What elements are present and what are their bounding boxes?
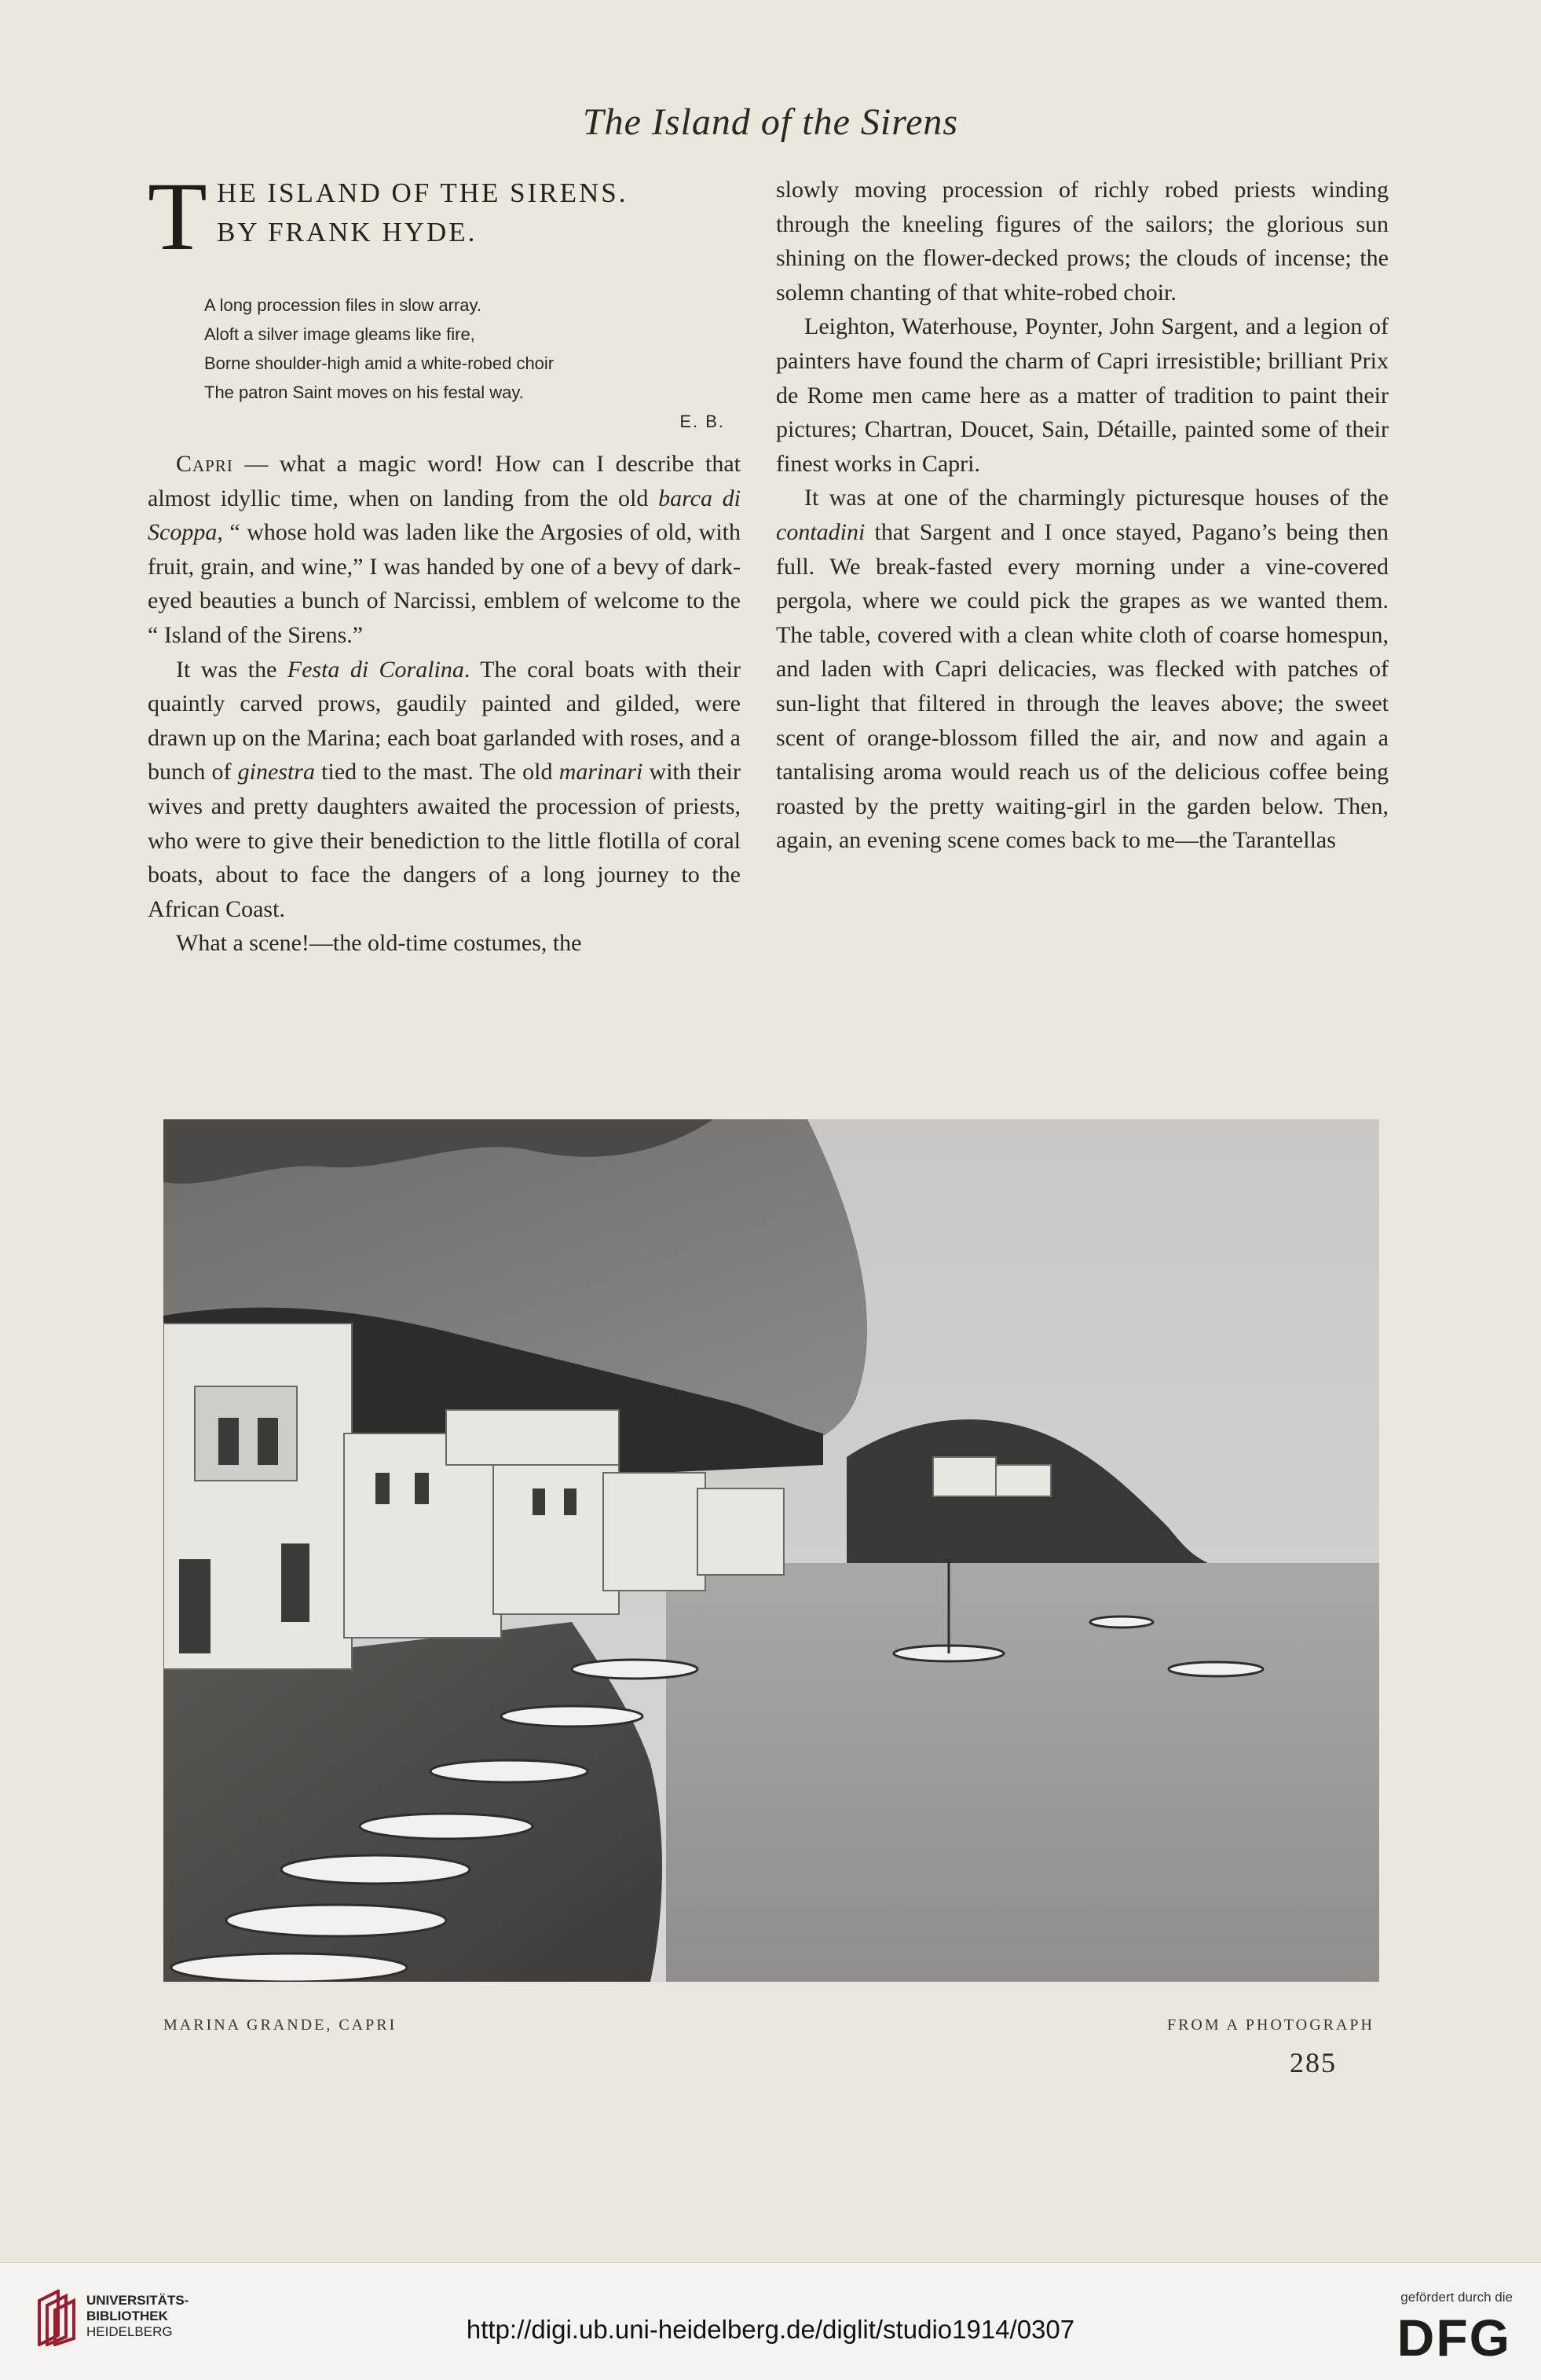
running-title: The Island of the Sirens	[582, 101, 959, 143]
paragraph: What a scene!—the old-time costumes, the	[176, 930, 582, 957]
funding-note: gefördert durch die	[1400, 2290, 1513, 2305]
poem-line: Aloft a silver image gleams like fire,	[204, 324, 475, 344]
italic-run: ginestra	[237, 759, 315, 785]
library-name-line: BIBLIOTHEK	[86, 2309, 168, 2323]
text-run: It was at one of the charmingly picturesque houses of the	[804, 485, 1389, 511]
article-heading	[148, 163, 741, 280]
poem-line: The patron Saint moves on his festal way.	[204, 383, 524, 402]
permalink-url[interactable]: http://digi.ub.uni-heidelberg.de/diglit/studio1914/0307	[466, 2315, 1075, 2344]
photo-illustration	[163, 1119, 1379, 1982]
italic-run: marinari	[558, 759, 643, 785]
photo-caption: MARINA GRANDE, CAPRI	[163, 2016, 397, 2034]
left-column	[148, 163, 741, 961]
italic-run: barca di Scoppa	[148, 485, 741, 546]
paragraph	[148, 447, 741, 653]
paragraph	[148, 653, 741, 927]
paragraph: slowly moving procession of richly robed priests winding through the kneeling figures of the sailors; the glorious sun shining on the flower-decked prows; the clouds of incense; the solemn chanting of that white-robed choir.	[776, 177, 1389, 306]
text-run: — what a magic word! How can I describe that almost idyllic time, when on landing from the old	[148, 451, 741, 511]
poem-line: A long procession files in slow array.	[204, 295, 481, 315]
text-run: that Sargent and I once stayed, Pagano’s being then full. We break-fasted every morning under a vine-covered pergola, where we could pick the grapes as we wanted them. The table, covered with a clean white cloth of coarse homespun, and laden with Capri delicacies, was flecked with patches of sun-light that filtered in through the leaves above; the sweet scent of orange-blossom filled the air, and now and again a tantalising aroma would reach us of the delicious coffee being roasted by the pretty waiting-girl in the garden below. Then, again, an evening scene comes back to me—the Tarantellas	[776, 518, 1389, 854]
paragraph	[776, 481, 1389, 858]
heading-byline: BY FRANK HYDE.	[217, 217, 478, 247]
drop-cap: T	[148, 163, 207, 270]
photograph-marina-grande	[163, 1119, 1379, 1982]
library-name-line: UNIVERSITÄTS-	[86, 2293, 189, 2308]
lead-word: Capri	[176, 451, 233, 477]
italic-run: Festa di Coralina	[287, 656, 464, 683]
right-column	[776, 173, 1389, 858]
text-run: It was the	[176, 656, 287, 683]
heading-title: HE ISLAND OF THE SIRENS.	[217, 178, 628, 208]
text-run: tied to the mast. The old	[314, 759, 559, 785]
poem-signature: E. B.	[679, 412, 725, 431]
poem-line: Borne shoulder-high amid a white-robed choir	[204, 353, 555, 373]
photo-credit: FROM A PHOTOGRAPH	[1166, 2016, 1374, 2034]
text-run: , “ whose hold was laden like the Argosies of old, with fruit, grain, and wine,” I was handed by one of a bevy of dark-eyed beauties a bunch of Narcissi, emblem of welcome to the “ Island of the Sirens.”	[148, 519, 741, 648]
page-number: 285	[1290, 2047, 1337, 2078]
epigraph-poem	[148, 291, 741, 436]
library-name-line: HEIDELBERG	[86, 2324, 173, 2339]
sea	[666, 1563, 1379, 1982]
digitization-footer	[0, 2262, 1541, 2380]
italic-run: contadini	[776, 518, 866, 545]
text-run: . The coral boats with their quaintly carved prows, gaudily painted and gilded, were drawn up on the Marina; each boat garlanded with roses, and a bunch of	[148, 656, 741, 785]
paragraph: Leighton, Waterhouse, Poynter, John Sargent, and a legion of painters have found the charm of Capri irresistible; brilliant Prix de Rome men came here as a matter of tradition to paint their pictures; Chartran, Doucet, Sain, Détaille, painted some of their finest works in Capri.	[776, 313, 1389, 477]
text-run: with their wives and pretty daughters awaited the procession of priests, who were to give their benediction to the little flotilla of coral boats, about to face the dangers of a long journey to the African Coast.	[148, 759, 741, 922]
dfg-logo: DFG	[1396, 2309, 1511, 2367]
